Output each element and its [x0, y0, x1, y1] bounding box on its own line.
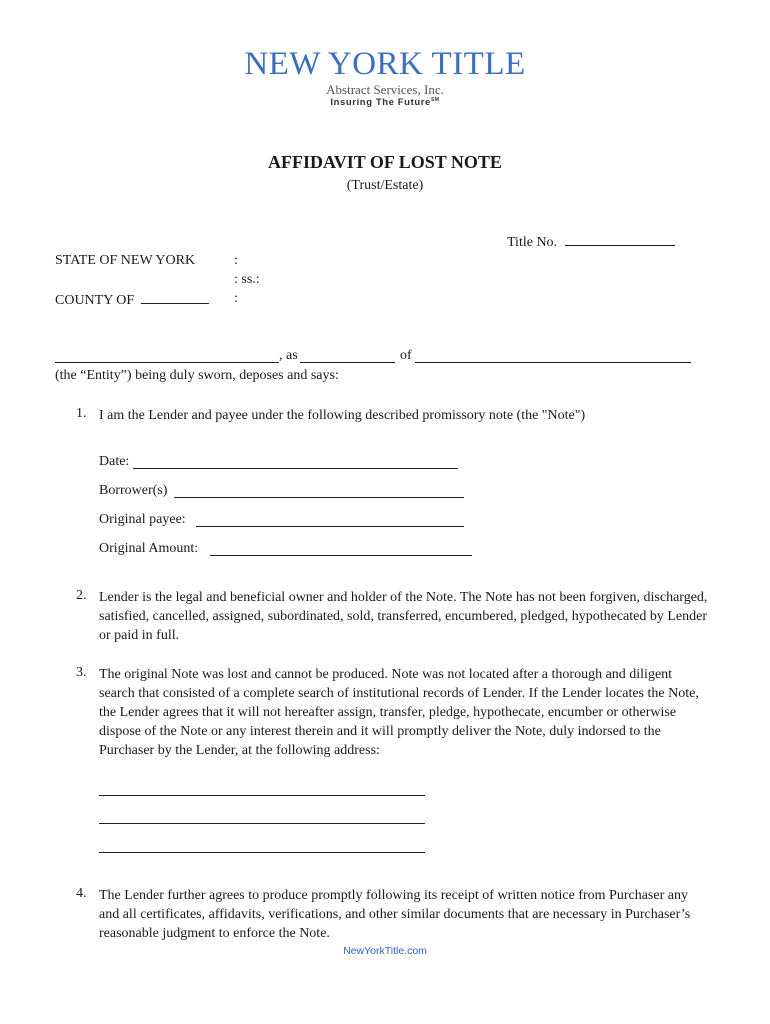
- venue-colon-1: :: [234, 253, 238, 268]
- borrower-label: Borrower(s): [99, 483, 168, 498]
- date-blank: [133, 468, 458, 469]
- item-2-text: Lender is the legal and beneficial owner and holder of the Note. The Note has not been forgiven, discharged, satisfied, cancelled, assigned, subordinated, sold, transferred, encumbered, pledged, hypothecated by Lender or paid in full.: [99, 590, 708, 643]
- address-line-2: [99, 823, 425, 824]
- title-no-label: Title No.: [507, 235, 558, 250]
- item-1-number: 1.: [76, 406, 87, 421]
- deponent-title-blank: [300, 362, 395, 363]
- item-3-text: The original Note was lost and cannot be produced. Note was not located after a thorough and diligent search that consisted of a complete search of institutional records of Lender. If the Lender locates the Note, the Lender agrees that it will not hereafter assign, transfer, pledge, hypothecate, encumber or otherwise dispose of the Note or any interest therein and it will promptly deliver the Note, duly indorsed to the Purchaser by the Lender, at the following address:: [99, 667, 699, 758]
- footer-website-link[interactable]: NewYorkTitle.com: [343, 945, 427, 957]
- original-amount-blank: [210, 555, 472, 556]
- original-payee-label: Original payee:: [99, 512, 186, 527]
- address-line-1: [99, 795, 425, 796]
- item-2-number: 2.: [76, 588, 87, 603]
- date-label: Date:: [99, 454, 130, 469]
- company-logo-subtitle: Abstract Services, Inc.: [326, 82, 444, 97]
- entity-name-blank: [415, 362, 691, 363]
- ss-label: : ss.:: [234, 272, 260, 287]
- item-3-number: 3.: [76, 665, 87, 680]
- county-row: [55, 291, 209, 309]
- title-no-row: [507, 233, 675, 251]
- intro-of: of: [400, 348, 412, 363]
- item-1-text: I am the Lender and payee under the following described promissory note (the "Note"): [99, 408, 586, 423]
- company-logo-name: NEW YORK TITLE: [244, 46, 526, 82]
- original-payee-blank: [196, 526, 464, 527]
- title-no-blank: [565, 233, 675, 246]
- deponent-name-blank: [55, 362, 279, 363]
- address-line-3: [99, 852, 425, 853]
- company-tagline: [0, 97, 770, 108]
- intro-as: , as: [279, 348, 298, 363]
- tagline-text: Insuring The Future: [330, 97, 431, 109]
- county-blank: [141, 291, 209, 304]
- original-amount-label: Original Amount:: [99, 541, 199, 556]
- item-4-text: The Lender further agrees to produce promptly following its receipt of written notice from Purchaser any and all certificates, affidavits, verifications, and other similar documents that are necessary in Purchaser’s reasonable judgment to enforce the Note.: [99, 888, 691, 941]
- item-4-number: 4.: [76, 886, 87, 901]
- state-label: STATE OF NEW YORK: [55, 253, 196, 268]
- borrower-blank: [174, 497, 464, 498]
- document-title: AFFIDAVIT OF LOST NOTE: [268, 152, 502, 172]
- document-subtitle: (Trust/Estate): [346, 178, 424, 193]
- county-label: COUNTY OF: [55, 293, 135, 308]
- service-mark: SM: [430, 97, 440, 103]
- venue-colon-2: :: [234, 291, 238, 306]
- intro-line-2: (the “Entity”) being duly sworn, deposes and says:: [55, 368, 339, 383]
